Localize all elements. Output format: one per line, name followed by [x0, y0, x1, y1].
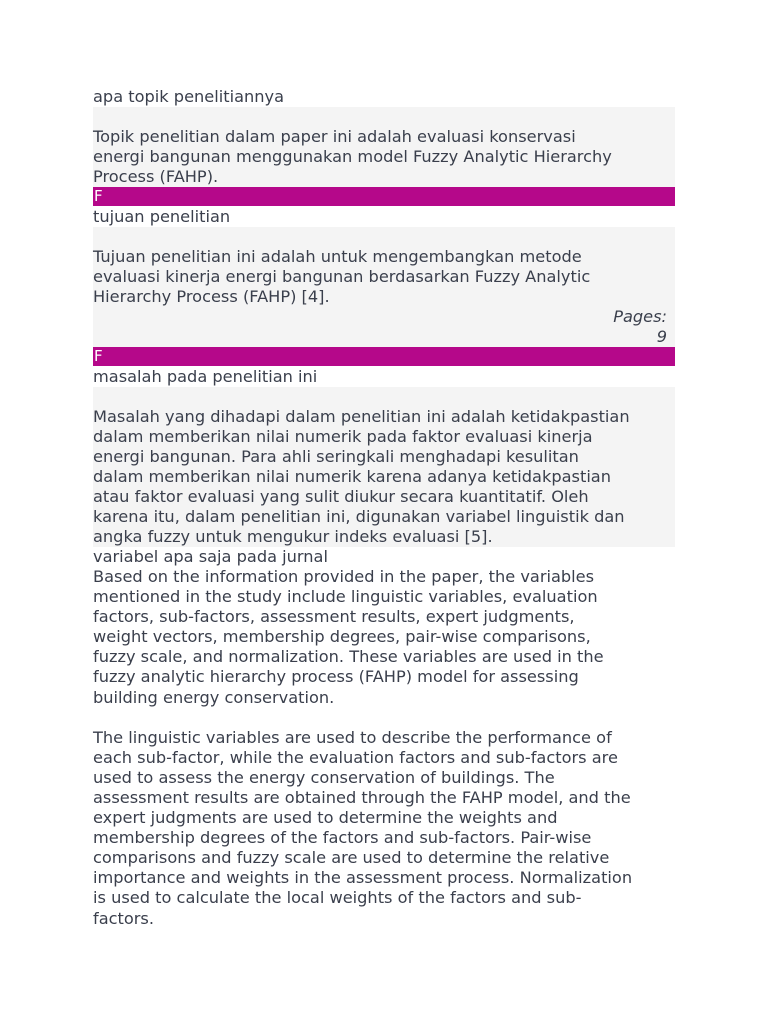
answer-line: factors, sub-factors, assessment results, expert judgments, [93, 607, 575, 627]
answer-line: Topik penelitian dalam paper ini adalah evaluasi konservasi [93, 127, 576, 146]
pages-note [93, 307, 675, 347]
answer-line: Hierarchy Process (FAHP) [4]. [93, 287, 330, 306]
question-topic: apa topik penelitiannya [93, 87, 285, 106]
answer-line: used to assess the energy conservation of buildings. The [93, 767, 555, 787]
answer-line: dalam memberikan nilai numerik karena adanya ketidakpastian [93, 467, 611, 486]
answer-box-topic [93, 107, 675, 187]
highlight-bar: F [93, 347, 675, 366]
answer-line: evaluasi kinerja energi bangunan berdasarkan Fuzzy Analytic [93, 267, 591, 286]
answer-line: factors. [93, 908, 155, 928]
answer-line: each sub-factor, while the evaluation factors and sub-factors are [93, 747, 618, 767]
answer-line: The linguistic variables are used to describe the performance of [93, 727, 612, 747]
answer-line: energi bangunan. Para ahli seringkali menghadapi kesulitan [93, 447, 579, 466]
answer-line: membership degrees of the factors and sub-factors. Pair-wise [93, 828, 592, 848]
answer-line: angka fuzzy untuk mengukur indeks evaluasi [5]. [93, 527, 493, 546]
highlight-bar: F [93, 187, 675, 206]
answer-paragraph-2 [93, 728, 675, 929]
answer-line: importance and weights in the assessment process. Normalization [93, 868, 633, 888]
answer-line: mentioned in the study include linguistic variables, evaluation [93, 587, 598, 607]
answer-variables [93, 567, 675, 929]
answer-line: assessment results are obtained through the FAHP model, and the [93, 787, 631, 807]
answer-box-purpose [93, 227, 675, 347]
answer-line: Based on the information provided in the paper, the variables [93, 567, 595, 586]
answer-line: dalam memberikan nilai numerik pada faktor evaluasi kinerja [93, 427, 593, 446]
answer-line: karena itu, dalam penelitian ini, digunakan variabel linguistik dan [93, 507, 625, 526]
question-problem: masalah pada penelitian ini [93, 367, 318, 386]
answer-line: energi bangunan menggunakan model Fuzzy Analytic Hierarchy [93, 147, 612, 166]
answer-line: is used to calculate the local weights of the factors and sub- [93, 888, 582, 908]
answer-line: fuzzy analytic hierarchy process (FAHP) model for assessing [93, 667, 579, 687]
pages-value: 9 [656, 327, 667, 346]
answer-line: atau faktor evaluasi yang sulit diukur secara kuantitatif. Oleh [93, 487, 589, 506]
answer-text-purpose [93, 247, 675, 307]
answer-line: weight vectors, membership degrees, pair-wise comparisons, [93, 627, 591, 647]
answer-line: building energy conservation. [93, 687, 335, 707]
answer-paragraph-1 [93, 567, 675, 708]
answer-text-topic [93, 127, 675, 187]
answer-box-problem [93, 387, 675, 547]
answer-line: fuzzy scale, and normalization. These variables are used in the [93, 647, 604, 667]
paragraph-spacer [93, 708, 675, 728]
answer-line: Tujuan penelitian ini adalah untuk mengembangkan metode [93, 247, 582, 266]
answer-line: Process (FAHP). [93, 167, 219, 186]
pages-label: Pages: [613, 307, 667, 326]
document-page [93, 86, 675, 929]
answer-line: comparisons and fuzzy scale are used to determine the relative [93, 848, 610, 868]
question-purpose: tujuan penelitian [93, 207, 231, 226]
question-variables: variabel apa saja pada jurnal [93, 547, 328, 566]
answer-line: expert judgments are used to determine the weights and [93, 808, 558, 828]
answer-text-problem [93, 407, 675, 547]
answer-line: Masalah yang dihadapi dalam penelitian ini adalah ketidakpastian [93, 407, 630, 426]
